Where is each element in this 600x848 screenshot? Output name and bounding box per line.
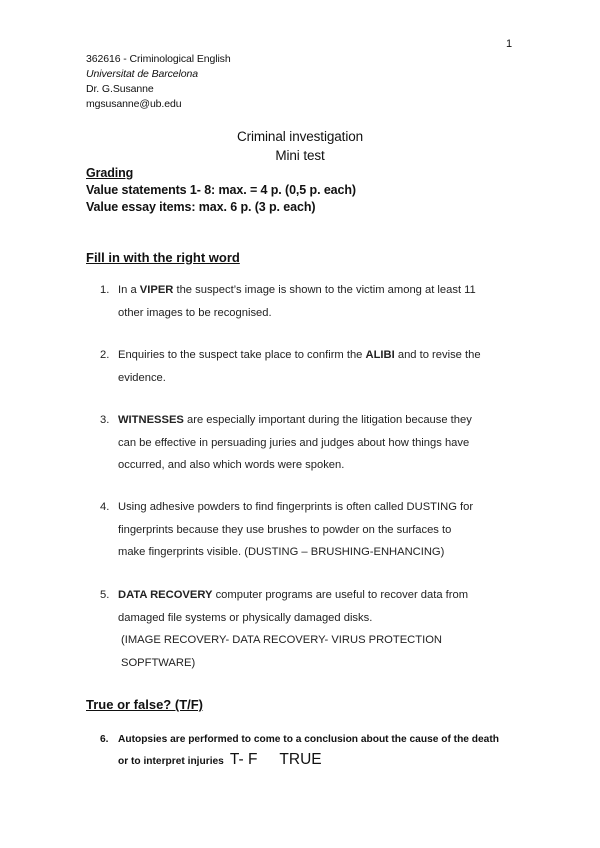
question-text bbox=[118, 584, 520, 674]
section-fill-in-heading: Fill in with the right word bbox=[86, 250, 240, 265]
answer-word: VIPER bbox=[139, 284, 174, 296]
text-run: computer programs are useful to recover data from bbox=[212, 589, 469, 601]
question-number: 5. bbox=[100, 589, 110, 601]
word-options: (IMAGE RECOVERY- DATA RECOVERY- VIRUS PROTECTION bbox=[121, 634, 442, 646]
teacher-email: mgsusanne@ub.edu bbox=[86, 98, 182, 110]
text-run: Enquiries to the suspect take place to confirm the bbox=[118, 349, 366, 361]
question-number: 6. bbox=[100, 734, 109, 745]
title-line-2: Mini test bbox=[275, 148, 325, 163]
text-line: make fingerprints visible. (DUSTING – BRUSHING-ENHANCING) bbox=[118, 546, 445, 558]
answer-word: DATA RECOVERY bbox=[118, 589, 213, 601]
document-title bbox=[0, 127, 600, 165]
question-text bbox=[118, 344, 520, 389]
grading-line-2: Value essay items: max. 6 p. (3 p. each) bbox=[86, 200, 316, 214]
text-run: the suspect’s image is shown to the victim among at least 11 bbox=[173, 284, 476, 296]
question-text bbox=[118, 496, 520, 564]
title-line-1: Criminal investigation bbox=[236, 129, 364, 144]
word-options: SOPFTWARE) bbox=[121, 656, 196, 669]
text-line: other images to be recognised. bbox=[118, 306, 272, 319]
question-text bbox=[118, 409, 520, 477]
text-line: evidence. bbox=[118, 371, 166, 384]
course-header bbox=[86, 52, 231, 112]
page-number: 1 bbox=[506, 38, 513, 50]
text-run: and to revise the bbox=[394, 349, 481, 361]
grading-block bbox=[86, 165, 356, 216]
question-text bbox=[118, 279, 520, 324]
text-line: can be effective in persuading juries and judges about how things have bbox=[118, 436, 470, 449]
question-number: 3. bbox=[100, 414, 110, 426]
text-line: Using adhesive powders to find fingerprints is often called DUSTING for bbox=[118, 501, 474, 513]
section-true-false-heading: True or false? (T/F) bbox=[86, 697, 204, 712]
university-name: Universitat de Barcelona bbox=[86, 68, 198, 80]
text-run: are especially important during the litigation because they bbox=[183, 414, 472, 426]
text-line: Autopsies are performed to come to a conclusion about the cause of the death bbox=[118, 734, 499, 745]
text-line: damaged file systems or physically damaged disks. bbox=[118, 611, 373, 624]
answer-value: TRUE bbox=[279, 751, 322, 768]
true-false-choice: T- F bbox=[229, 751, 258, 768]
text-run: In a bbox=[118, 284, 140, 296]
answer-word: ALIBI bbox=[365, 349, 395, 361]
question-number: 4. bbox=[100, 501, 110, 513]
question-text bbox=[118, 730, 538, 772]
question-number: 2. bbox=[100, 349, 110, 361]
course-code: 362616 - Criminological English bbox=[86, 53, 231, 65]
text-line: fingerprints because they use brushes to powder on the surfaces to bbox=[118, 523, 452, 536]
text-run: or to interpret injuries bbox=[118, 756, 224, 767]
text-line: occurred, and also which words were spoken. bbox=[118, 459, 345, 471]
teacher-name: Dr. G.Susanne bbox=[86, 83, 154, 95]
grading-line-1: Value statements 1- 8: max. = 4 p. (0,5 p. each) bbox=[86, 183, 356, 197]
question-number: 1. bbox=[100, 284, 110, 296]
answer-word: WITNESSES bbox=[118, 414, 184, 426]
grading-heading: Grading bbox=[86, 166, 134, 180]
